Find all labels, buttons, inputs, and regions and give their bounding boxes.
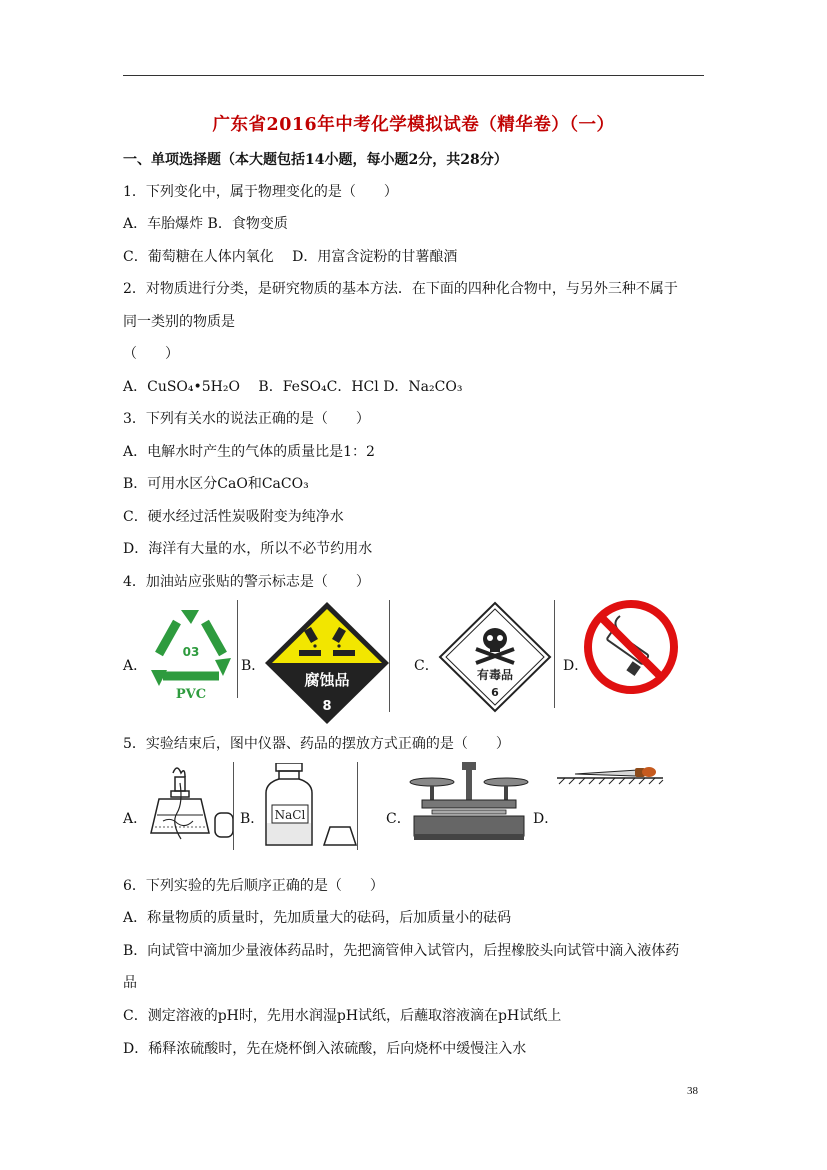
q4-label-a: A． — [123, 658, 148, 674]
question-2-answer-paren: （ ） — [123, 346, 179, 362]
divider — [389, 600, 390, 712]
question-1-stem: 1．下列变化中，属于物理变化的是（ ） — [123, 184, 398, 200]
alcohol-lamp-icon — [147, 763, 237, 849]
question-2-stem-line2: 同一类别的物质是 — [123, 314, 235, 330]
question-2-options: A．CuSO₄•5H₂O B．FeSO₄C．HCl D．Na₂CO₃ — [123, 379, 463, 395]
header-rule — [123, 75, 704, 76]
recycle-pvc-icon — [145, 604, 237, 702]
question-6-option-b-line2: 品 — [123, 975, 137, 991]
q4-label-d: D． — [563, 658, 589, 674]
q5-label-c: C． — [386, 811, 411, 827]
recycle-label: PVC — [175, 687, 207, 702]
question-1-options-ab: A．车胎爆炸 B．食物变质 — [123, 216, 288, 232]
question-3-option-c: C．硬水经过活性炭吸附变为纯净水 — [123, 509, 344, 525]
page-number: 38 — [687, 1085, 698, 1097]
question-6-option-c: C．测定溶液的pH时，先用水润湿pH试纸，后蘸取溶液滴在pH试纸上 — [123, 1008, 562, 1024]
toxic-sign-icon — [438, 601, 552, 713]
question-6-option-d: D．稀释浓硫酸时，先在烧杯倒入浓硫酸，后向烧杯中缓慢注入水 — [123, 1041, 527, 1057]
q4-label-c: C． — [414, 658, 439, 674]
corrosive-sign-icon — [263, 600, 391, 726]
question-3-stem: 3．下列有关水的说法正确的是（ ） — [123, 411, 370, 427]
q5-label-d: D． — [533, 811, 559, 827]
reagent-bottle-icon — [262, 763, 358, 849]
corrosive-label: 腐蚀品 — [304, 671, 350, 689]
question-3-option-b: B．可用水区分CaO和CaCO₃ — [123, 476, 309, 492]
question-5-stem: 5．实验结束后，图中仪器、药品的摆放方式正确的是（ ） — [123, 736, 510, 752]
divider — [554, 600, 555, 708]
question-6-option-a: A．称量物质的质量时，先加质量大的砝码，后加质量小的砝码 — [123, 910, 512, 926]
toxic-label: 有毒品 — [476, 668, 514, 682]
question-4-stem: 4．加油站应张贴的警示标志是（ ） — [123, 574, 370, 590]
page-title: 广东省2016年中考化学模拟试卷（精华卷）（一） — [212, 115, 615, 135]
divider — [233, 762, 234, 850]
section-heading: 一、单项选择题（本大题包括14小题，每小题2分，共28分） — [123, 152, 508, 168]
test-tube-on-table-icon — [555, 758, 665, 786]
recycle-code: 03 — [182, 645, 200, 659]
question-3-option-d: D．海洋有大量的水，所以不必节约用水 — [123, 541, 373, 557]
q4-label-b: B． — [241, 658, 266, 674]
question-6-option-b-line1: B．向试管中滴加少量液体药品时，先把滴管伸入试管内，后捏橡胶头向试管中滴入液体药 — [123, 943, 680, 959]
divider — [357, 762, 358, 850]
question-1-options-cd: C．葡萄糖在人体内氧化 D．用富含淀粉的甘薯酿酒 — [123, 249, 458, 265]
no-smoking-icon — [584, 600, 678, 694]
question-6-stem: 6．下列实验的先后顺序正确的是（ ） — [123, 878, 384, 894]
bottle-label: NaCl — [274, 808, 306, 822]
divider — [237, 600, 238, 698]
toxic-class-number: 6 — [491, 686, 499, 699]
balance-scale-icon — [408, 760, 530, 842]
q5-label-a: A． — [123, 811, 148, 827]
question-2-stem-line1: 2．对物质进行分类，是研究物质的基本方法．在下面的四种化合物中，与另外三种不属于 — [123, 281, 678, 297]
question-3-option-a: A．电解水时产生的气体的质量比是1：2 — [123, 444, 375, 460]
q5-label-b: B． — [240, 811, 265, 827]
corrosive-class-number: 8 — [322, 699, 332, 714]
